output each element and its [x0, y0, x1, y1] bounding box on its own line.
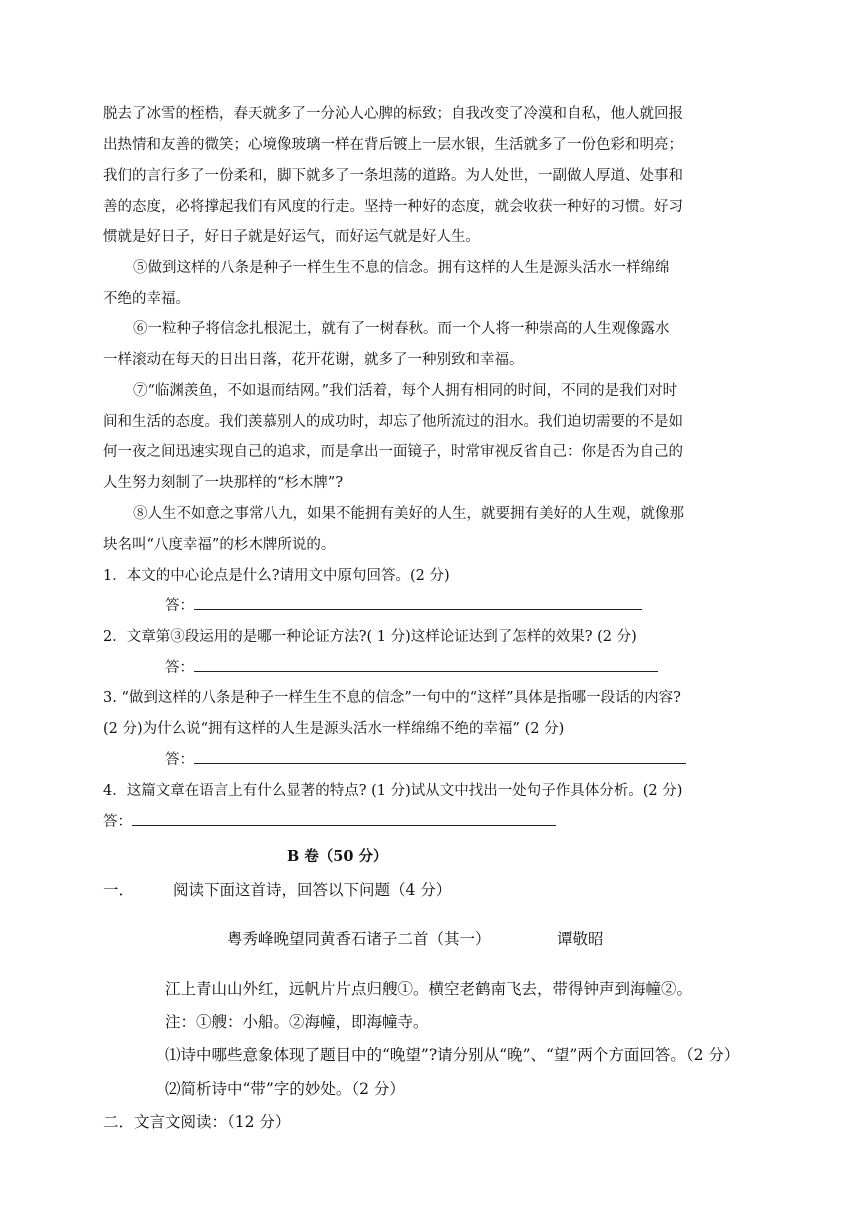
paragraph-6-line-2: 一样滚动在每天的日出日落，花开花谢，就多了一种别致和幸福。 — [103, 352, 524, 368]
answer-line-2 — [165, 658, 658, 678]
paragraph-4-line-4: 善的态度，必将撑起我们有风度的行走。坚持一种好的态度，就会收获一种好的习惯。好习 — [103, 199, 683, 215]
question-3-line-1: 3. “做到这样的八条是种子一样生生不息的信念”一句中的“这样”具体是指哪一段话的内容? — [103, 690, 681, 706]
part-1-instruction: 阅读下面这首诗，回答以下问题（4 分） — [172, 881, 452, 899]
answer-blank[interactable] — [132, 812, 556, 826]
section-b-title: B 卷（50 分） — [287, 848, 388, 865]
poem-author: 谭敬昭 — [557, 930, 604, 948]
answer-blank[interactable] — [194, 596, 642, 610]
poem-note: 注：①艘：小船。②海幢，即海幢寺。 — [165, 1013, 429, 1031]
poem-title: 粤秀峰晚望同黄香石诸子二首（其一） — [227, 930, 491, 948]
answer-label: 答： — [103, 814, 132, 830]
part-2-heading: 二．文言文阅读：（12 分） — [103, 1113, 291, 1131]
paragraph-7-line-1: ⑦“临渊羡鱼，不如退而结网。”我们活着，每个人拥有相同的时间，不同的是我们对时 — [133, 383, 678, 399]
question-1: 1．本文的中心论点是什么?请用文中原句回答。(2 分) — [103, 568, 450, 584]
answer-label: 答： — [165, 660, 194, 676]
paragraph-4-line-3: 我们的言行多了一份柔和，脚下就多了一条坦荡的道路。为人处世，一副做人厚道、处事和 — [103, 168, 683, 184]
question-2: 2．文章第③段运用的是哪一种论证方法?( 1 分)这样论证达到了怎样的效果? (2 分) — [103, 629, 637, 645]
answer-line-1 — [165, 596, 642, 616]
answer-blank[interactable] — [194, 658, 658, 672]
question-4: 4．这篇文章在语言上有什么显著的特点? (1 分)试从文中找出一处句子作具体分析。(2 分) — [103, 783, 683, 799]
answer-line-3 — [165, 750, 686, 770]
answer-label: 答： — [165, 752, 194, 768]
poem-body: 江上青山山外红，远帆片片点归艘①。横空老鹤南飞去，带得钟声到海幢②。 — [165, 980, 693, 998]
paragraph-4-line-1: 脱去了冰雪的桎梏，春天就多了一分沁人心脾的标致；自我改变了冷漠和自私，他人就回报 — [103, 106, 683, 122]
answer-line-4 — [103, 812, 556, 832]
paragraph-5-line-1: ⑤做到这样的八条是种子一样生生不息的信念。拥有这样的人生是源头活水一样绵绵 — [133, 260, 670, 276]
part-1-number: 一． — [103, 881, 135, 899]
paragraph-6-line-1: ⑥一粒种子将信念扎根泥土，就有了一树春秋。而一个人将一种崇高的人生观像露水 — [133, 321, 670, 337]
paragraph-8-line-1: ⑧人生不如意之事常八九，如果不能拥有美好的人生，就要拥有美好的人生观，就像那 — [133, 506, 684, 522]
question-3-line-2: (2 分)为什么说“拥有这样的人生是源头活水一样绵绵不绝的幸福” (2 分) — [103, 721, 565, 737]
paragraph-4-line-2: 出热情和友善的微笑；心境像玻璃一样在背后镀上一层水银，生活就多了一份色彩和明亮； — [103, 137, 683, 153]
paragraph-7-line-3: 何一夜之间迅速实现自己的追求，而是拿出一面镜子，时常审视反省自己：你是否为自己的 — [103, 444, 683, 460]
paragraph-4-line-5: 惯就是好日子，好日子就是好运气，而好运气就是好人生。 — [103, 229, 480, 245]
poem-question-1: ⑴诗中哪些意象体现了题目中的“晚望”?请分别从“晚”、“望”两个方面回答。（2 分） — [165, 1046, 740, 1064]
paragraph-5-line-2: 不绝的幸福。 — [103, 291, 190, 307]
paragraph-7-line-2: 间和生活的态度。我们羡慕别人的成功时，却忘了他所流过的泪水。我们迫切需要的不是如 — [103, 414, 683, 430]
part-1-heading — [103, 880, 451, 900]
paragraph-7-line-4: 人生努力刻制了一块那样的“杉木牌”? — [103, 475, 344, 491]
answer-blank[interactable] — [194, 750, 686, 764]
answer-label: 答： — [165, 598, 194, 614]
paragraph-8-line-2: 块名叫“八度幸福”的杉木牌所说的。 — [103, 537, 336, 553]
poem-question-2: ⑵简析诗中“带”字的妙处。（2 分） — [165, 1080, 405, 1098]
